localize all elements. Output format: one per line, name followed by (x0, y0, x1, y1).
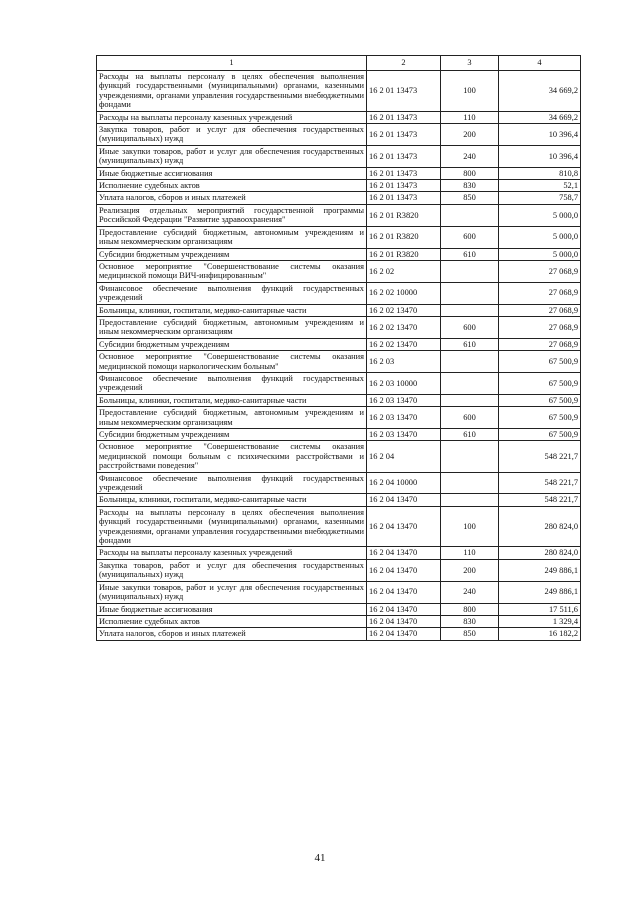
row-vr-cell: 110 (441, 111, 499, 123)
row-name-cell: Расходы на выплаты персоналу в целях обеспечения выполнения функций государственными (муниципальными) органами, казенными учреждениями, органами управления государственными внебюджетными фондами (97, 506, 367, 547)
row-name-cell: Уплата налогов, сборов и иных платежей (97, 192, 367, 204)
table-row (97, 338, 581, 350)
row-code-cell: 16 2 04 13470 (367, 506, 441, 547)
row-sum-cell: 67 500,9 (499, 351, 581, 373)
row-vr-cell: 600 (441, 316, 499, 338)
row-code-cell: 16 2 02 13470 (367, 316, 441, 338)
row-code-cell: 16 2 03 10000 (367, 372, 441, 394)
row-code-cell: 16 2 04 13470 (367, 628, 441, 640)
row-code-cell: 16 2 01 13473 (367, 192, 441, 204)
row-name-cell: Больницы, клиники, госпитали, медико-санитарные части (97, 304, 367, 316)
table-row (97, 192, 581, 204)
row-name-cell: Исполнение судебных актов (97, 615, 367, 627)
table-row (97, 145, 581, 167)
row-code-cell: 16 2 04 13470 (367, 547, 441, 559)
row-name-cell: Субсидии бюджетным учреждениям (97, 429, 367, 441)
row-vr-cell: 110 (441, 547, 499, 559)
table-row (97, 581, 581, 603)
row-vr-cell (441, 304, 499, 316)
row-code-cell: 16 2 01 13473 (367, 167, 441, 179)
row-sum-cell: 67 500,9 (499, 394, 581, 406)
table-row (97, 260, 581, 282)
row-sum-cell: 67 500,9 (499, 407, 581, 429)
table-row (97, 111, 581, 123)
row-vr-cell: 800 (441, 603, 499, 615)
row-vr-cell (441, 260, 499, 282)
row-vr-cell: 600 (441, 226, 499, 248)
row-vr-cell: 850 (441, 628, 499, 640)
table-row (97, 472, 581, 494)
row-name-cell: Исполнение судебных актов (97, 180, 367, 192)
table-row (97, 124, 581, 146)
row-name-cell: Расходы на выплаты персоналу в целях обеспечения выполнения функций государственными (муниципальными) органами, казенными учреждениями, органами управления государственными внебюджетными фондами (97, 71, 367, 112)
table-row (97, 351, 581, 373)
row-name-cell: Субсидии бюджетным учреждениям (97, 248, 367, 260)
row-name-cell: Финансовое обеспечение выполнения функций государственных учреждений (97, 282, 367, 304)
table-row (97, 407, 581, 429)
row-code-cell: 16 2 04 13470 (367, 603, 441, 615)
row-vr-cell: 200 (441, 559, 499, 581)
row-vr-cell: 800 (441, 167, 499, 179)
row-vr-cell: 100 (441, 71, 499, 112)
row-vr-cell: 240 (441, 145, 499, 167)
row-name-cell: Закупка товаров, работ и услуг для обеспечения государственных (муниципальных) нужд (97, 559, 367, 581)
row-sum-cell: 280 824,0 (499, 506, 581, 547)
row-code-cell: 16 2 02 (367, 260, 441, 282)
row-sum-cell: 5 000,0 (499, 226, 581, 248)
row-name-cell: Закупка товаров, работ и услуг для обеспечения государственных (муниципальных) нужд (97, 124, 367, 146)
row-vr-cell (441, 394, 499, 406)
row-name-cell: Иные закупки товаров, работ и услуг для обеспечения государственных (муниципальных) нужд (97, 581, 367, 603)
table-row (97, 547, 581, 559)
row-name-cell: Иные бюджетные ассигнования (97, 603, 367, 615)
row-code-cell: 16 2 02 13470 (367, 304, 441, 316)
row-sum-cell: 758,7 (499, 192, 581, 204)
budget-table (96, 55, 581, 641)
row-vr-cell (441, 441, 499, 472)
table-row (97, 559, 581, 581)
row-name-cell: Финансовое обеспечение выполнения функций государственных учреждений (97, 472, 367, 494)
row-name-cell: Расходы на выплаты персоналу казенных учреждений (97, 111, 367, 123)
row-code-cell: 16 2 01 13473 (367, 180, 441, 192)
row-vr-cell: 830 (441, 615, 499, 627)
row-code-cell: 16 2 02 13470 (367, 338, 441, 350)
row-sum-cell: 27 068,9 (499, 260, 581, 282)
row-sum-cell: 17 511,6 (499, 603, 581, 615)
row-name-cell: Расходы на выплаты персоналу казенных учреждений (97, 547, 367, 559)
row-name-cell: Больницы, клиники, госпитали, медико-санитарные части (97, 394, 367, 406)
row-vr-cell (441, 351, 499, 373)
row-code-cell: 16 2 03 13470 (367, 394, 441, 406)
row-name-cell: Финансовое обеспечение выполнения функций государственных учреждений (97, 372, 367, 394)
row-vr-cell (441, 204, 499, 226)
row-name-cell: Уплата налогов, сборов и иных платежей (97, 628, 367, 640)
table-row (97, 494, 581, 506)
table-row (97, 282, 581, 304)
table-row (97, 441, 581, 472)
row-vr-cell: 240 (441, 581, 499, 603)
row-sum-cell: 5 000,0 (499, 204, 581, 226)
row-code-cell: 16 2 03 (367, 351, 441, 373)
row-vr-cell: 850 (441, 192, 499, 204)
row-sum-cell: 249 886,1 (499, 559, 581, 581)
row-name-cell: Больницы, клиники, госпитали, медико-санитарные части (97, 494, 367, 506)
header-cell-code: 2 (367, 56, 441, 71)
table-row (97, 429, 581, 441)
row-name-cell: Иные закупки товаров, работ и услуг для обеспечения государственных (муниципальных) нужд (97, 145, 367, 167)
row-sum-cell: 27 068,9 (499, 282, 581, 304)
header-cell-name: 1 (97, 56, 367, 71)
row-sum-cell: 548 221,7 (499, 472, 581, 494)
table-row (97, 603, 581, 615)
row-name-cell: Предоставление субсидий бюджетным, автономным учреждениям и иным некоммерческим организациям (97, 226, 367, 248)
header-cell-vr: 3 (441, 56, 499, 71)
row-sum-cell: 249 886,1 (499, 581, 581, 603)
row-code-cell: 16 2 01 13473 (367, 145, 441, 167)
row-vr-cell: 600 (441, 407, 499, 429)
row-sum-cell: 5 000,0 (499, 248, 581, 260)
row-sum-cell: 27 068,9 (499, 338, 581, 350)
row-sum-cell: 10 396,4 (499, 124, 581, 146)
row-code-cell: 16 2 04 13470 (367, 559, 441, 581)
row-name-cell: Предоставление субсидий бюджетным, автономным учреждениям и иным некоммерческим организациям (97, 316, 367, 338)
row-name-cell: Реализация отдельных мероприятий государственной программы Российской Федерации "Развитие здравоохранения" (97, 204, 367, 226)
row-vr-cell: 610 (441, 248, 499, 260)
row-vr-cell (441, 472, 499, 494)
row-sum-cell: 548 221,7 (499, 441, 581, 472)
row-code-cell: 16 2 01 13473 (367, 124, 441, 146)
row-sum-cell: 16 182,2 (499, 628, 581, 640)
budget-sheet (96, 55, 580, 641)
row-name-cell: Предоставление субсидий бюджетным, автономным учреждениям и иным некоммерческим организациям (97, 407, 367, 429)
row-code-cell: 16 2 03 13470 (367, 429, 441, 441)
row-sum-cell: 810,8 (499, 167, 581, 179)
row-code-cell: 16 2 01 R3820 (367, 204, 441, 226)
row-sum-cell: 52,1 (499, 180, 581, 192)
table-row (97, 248, 581, 260)
row-name-cell: Основное мероприятие "Совершенствование системы оказания медицинской помощи ВИЧ-инфицированным" (97, 260, 367, 282)
table-row (97, 204, 581, 226)
row-sum-cell: 27 068,9 (499, 316, 581, 338)
header-row (97, 56, 581, 71)
row-sum-cell: 10 396,4 (499, 145, 581, 167)
row-name-cell: Иные бюджетные ассигнования (97, 167, 367, 179)
row-sum-cell: 27 068,9 (499, 304, 581, 316)
table-row (97, 71, 581, 112)
row-name-cell: Основное мероприятие "Совершенствование системы оказания медицинской помощи больным с психическими расстройствами и расстройствами поведения" (97, 441, 367, 472)
row-code-cell: 16 2 01 13473 (367, 71, 441, 112)
row-code-cell: 16 2 01 13473 (367, 111, 441, 123)
row-sum-cell: 67 500,9 (499, 429, 581, 441)
row-code-cell: 16 2 03 13470 (367, 407, 441, 429)
row-name-cell: Основное мероприятие "Совершенствование системы оказания медицинской помощи наркологическим больным" (97, 351, 367, 373)
row-vr-cell (441, 282, 499, 304)
row-vr-cell: 610 (441, 338, 499, 350)
row-vr-cell: 610 (441, 429, 499, 441)
row-code-cell: 16 2 01 R3820 (367, 226, 441, 248)
table-row (97, 180, 581, 192)
row-sum-cell: 67 500,9 (499, 372, 581, 394)
table-row (97, 167, 581, 179)
row-sum-cell: 34 669,2 (499, 71, 581, 112)
row-vr-cell (441, 372, 499, 394)
page-number: 41 (314, 852, 326, 864)
table-row (97, 226, 581, 248)
row-sum-cell: 34 669,2 (499, 111, 581, 123)
table-row (97, 394, 581, 406)
row-vr-cell: 100 (441, 506, 499, 547)
table-row (97, 628, 581, 640)
table-row (97, 615, 581, 627)
table-row (97, 316, 581, 338)
row-code-cell: 16 2 04 13470 (367, 494, 441, 506)
row-sum-cell: 1 329,4 (499, 615, 581, 627)
row-code-cell: 16 2 04 (367, 441, 441, 472)
row-code-cell: 16 2 01 R3820 (367, 248, 441, 260)
row-sum-cell: 548 221,7 (499, 494, 581, 506)
row-name-cell: Субсидии бюджетным учреждениям (97, 338, 367, 350)
header-cell-sum: 4 (499, 56, 581, 71)
row-vr-cell: 830 (441, 180, 499, 192)
row-vr-cell: 200 (441, 124, 499, 146)
row-sum-cell: 280 824,0 (499, 547, 581, 559)
table-row (97, 372, 581, 394)
row-vr-cell (441, 494, 499, 506)
row-code-cell: 16 2 04 13470 (367, 581, 441, 603)
row-code-cell: 16 2 02 10000 (367, 282, 441, 304)
row-code-cell: 16 2 04 10000 (367, 472, 441, 494)
row-code-cell: 16 2 04 13470 (367, 615, 441, 627)
table-row (97, 304, 581, 316)
table-row (97, 506, 581, 547)
